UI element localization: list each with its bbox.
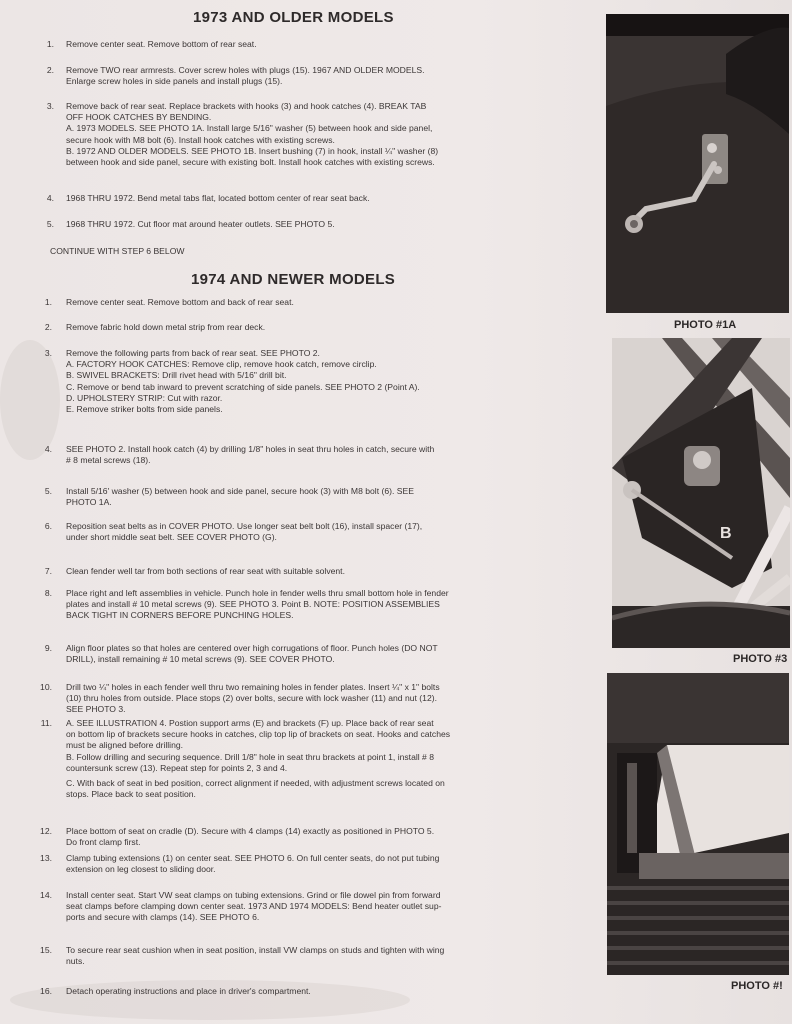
photo-1a-image	[606, 14, 789, 313]
heading-newer-models: 1974 AND NEWER MODELS	[191, 271, 396, 288]
step-text-line: DRILL), install remaining # 10 metal screws (9). SEE COVER PHOTO.	[66, 654, 335, 665]
step-text-line: 1968 THRU 1972. Cut floor mat around heater outlets. SEE PHOTO 5.	[66, 219, 335, 229]
step-text-line: Detach operating instructions and place in driver's compartment.	[66, 986, 311, 996]
continue-note: CONTINUE WITH STEP 6 BELOW	[50, 246, 185, 256]
step-text-line: Remove center seat. Remove bottom and back of rear seat.	[66, 297, 294, 307]
step-text-line: # 8 metal screws (18).	[66, 455, 151, 466]
step-number: 5.	[44, 486, 52, 496]
photo-3	[612, 338, 790, 648]
photo-bottom-caption: PHOTO #!	[731, 980, 783, 992]
step-text-line: Clamp tubing extensions (1) on center seat. SEE PHOTO 6. On full center seats, do not put tubing	[66, 853, 440, 863]
step-text-line: ports and secure with clamps (14). SEE PHOTO 6.	[66, 912, 260, 923]
step-text-line: secure hook with M8 bolt (6). Install hook catches with existing screws.	[66, 134, 335, 145]
photo-bottom-image	[607, 673, 789, 975]
step-text-line: SEE PHOTO 2. Install hook catch (4) by drilling 1/8" holes in seat thru holes in catch, secure with	[66, 444, 435, 454]
step-text-line: B. Follow drilling and securing sequence. Drill 1/8" hole in seat thru brackets at point 1, install # 8	[66, 751, 435, 762]
step-text-line: PHOTO 1A.	[66, 497, 112, 508]
photo-1a-caption: PHOTO #1A	[674, 319, 737, 331]
step-number: 8.	[44, 588, 52, 598]
step-number: 11.	[40, 718, 52, 728]
step-text-line: Install 5/16' washer (5) between hook and side panel, secure hook (3) with M8 bolt (6). SEE	[66, 486, 414, 496]
step-number: 10.	[40, 682, 52, 692]
step-text-line: A. 1973 MODELS. SEE PHOTO 1A. Install large 5/16" washer (5) between hook and side panel,	[66, 123, 433, 134]
step-text-line: A. SEE ILLUSTRATION 4. Postion support arms (E) and brackets (F) up. Place back of rear seat	[66, 718, 434, 728]
heading-older-models: 1973 AND OLDER MODELS	[193, 9, 394, 26]
step-text-line: SEE PHOTO 3.	[66, 704, 126, 715]
step-number: 2.	[46, 65, 54, 75]
step-number: 1.	[46, 39, 54, 49]
step-text-line: Remove the following parts from back of rear seat. SEE PHOTO 2.	[66, 348, 320, 358]
step-number: 12.	[40, 826, 52, 836]
step-number: 3.	[46, 101, 54, 111]
step-text-line: A. FACTORY HOOK CATCHES: Remove clip, remove hook catch, remove circlip.	[66, 359, 377, 370]
step-text-line: Remove fabric hold down metal strip from rear deck.	[66, 322, 266, 332]
step-number: 7.	[44, 566, 52, 576]
step-text-line: OFF HOOK CATCHES BY BENDING.	[66, 112, 212, 123]
step-text-line: E. Remove striker bolts from side panels.	[66, 404, 223, 415]
step-number: 3.	[44, 348, 52, 358]
step-text-line: B. 1972 AND OLDER MODELS. SEE PHOTO 1B. Insert bushing (7) in hook, install ¼" washer (8)	[66, 145, 439, 156]
step-text-line: C. Remove or bend tab inward to prevent scratching of side panels. SEE PHOTO 2 (Point A).	[66, 381, 420, 392]
step-number: 9.	[44, 643, 52, 653]
step-text-line: extension on leg closest to sliding door.	[66, 864, 216, 875]
step-number: 5.	[46, 219, 54, 229]
step-text-line: between hook and side panel, secure with existing bolt. Install hook catches with existing screws.	[66, 157, 435, 168]
step-text-line: Place bottom of seat on cradle (D). Secure with 4 clamps (14) exactly as positioned in PHOTO 5.	[66, 826, 435, 836]
step-number: 13.	[40, 853, 52, 863]
step-number: 4.	[46, 193, 54, 203]
step-text-line: Enlarge screw holes in side panels and install plugs (15).	[66, 76, 283, 87]
step-number: 16.	[40, 986, 52, 996]
step-text-line: Remove back of rear seat. Replace brackets with hooks (3) and hook catches (4). BREAK TAB	[66, 101, 427, 111]
photo-1a	[606, 14, 789, 313]
step-text-line: BACK TIGHT IN CORNERS BEFORE PUNCHING HOLES.	[66, 610, 294, 621]
step-text-line: seat clamps before clamping down center seat. 1973 AND 1974 MODELS: Bend heater outlet sup-	[66, 901, 442, 912]
step-number: 4.	[44, 444, 52, 454]
svg-text:B: B	[720, 525, 732, 542]
step-text-line: (10) thru holes from outside. Place stops (2) over bolts, secure with lock washer (11) and nut (12).	[66, 693, 437, 704]
step-number: 6.	[44, 521, 52, 531]
step-text-line: under short middle seat belt. SEE COVER PHOTO (G).	[66, 532, 277, 543]
step-text-line: Drill two ¼" holes in each fender well thru two remaining holes in fender plates. Insert ¼" x 1" bolts	[66, 682, 440, 692]
step-text-line: 1968 THRU 1972. Bend metal tabs flat, located bottom center of rear seat back.	[66, 193, 370, 203]
step-text-line: B. SWIVEL BRACKETS: Drill rivet head with 5/16" drill bit.	[66, 370, 287, 381]
step-text-line: C. With back of seat in bed position, correct alignment if needed, with adjustment screws located on	[66, 778, 445, 789]
step-text-line: stops. Place back to seat position.	[66, 789, 196, 800]
photo-3-caption: PHOTO #3	[733, 653, 788, 665]
step-text-line: must be aligned before drilling.	[66, 740, 184, 751]
step-number: 15.	[40, 945, 52, 955]
step-text-line: Place right and left assemblies in vehicle. Punch hole in fender wells thru small bottom hole in fender	[66, 588, 449, 598]
step-text-line: Remove TWO rear armrests. Cover screw holes with plugs (15). 1967 AND OLDER MODELS.	[66, 65, 425, 75]
step-text-line: Align floor plates so that holes are centered over high corrugations of floor. Punch holes (DO NOT	[66, 643, 438, 653]
step-text-line: Remove center seat. Remove bottom of rear seat.	[66, 39, 257, 49]
step-text-line: nuts.	[66, 956, 85, 967]
photo-bottom	[607, 673, 789, 975]
step-text-line: plates and install # 10 metal screws (9). SEE PHOTO 3. Point B. NOTE: POSITION ASSEMBLIES	[66, 599, 440, 610]
step-number: 2.	[44, 322, 52, 332]
step-text-line: on bottom lip of brackets secure hooks in catches, clip top lip of brackets on seat. Hooks and catches	[66, 729, 451, 740]
step-text-line: Reposition seat belts as in COVER PHOTO. Use longer seat belt bolt (16), install spacer (17),	[66, 521, 423, 531]
step-text-line: Install center seat. Start VW seat clamps on tubing extensions. Grind or file dowel pin from forward	[66, 890, 441, 900]
step-text-line: countersunk screw (13). Repeat step for points 2, 3 and 4.	[66, 762, 288, 773]
photo-3-image	[612, 338, 790, 648]
step-number: 14.	[40, 890, 52, 900]
step-number: 1.	[44, 297, 52, 307]
step-text-line: Clean fender well tar from both sections of rear seat with suitable solvent.	[66, 566, 345, 576]
step-text-line: Do front clamp first.	[66, 837, 141, 848]
step-text-line: To secure rear seat cushion when in seat position, install VW clamps on studs and tighten with wing	[66, 945, 445, 955]
step-text-line: D. UPHOLSTERY STRIP: Cut with razor.	[66, 392, 223, 403]
